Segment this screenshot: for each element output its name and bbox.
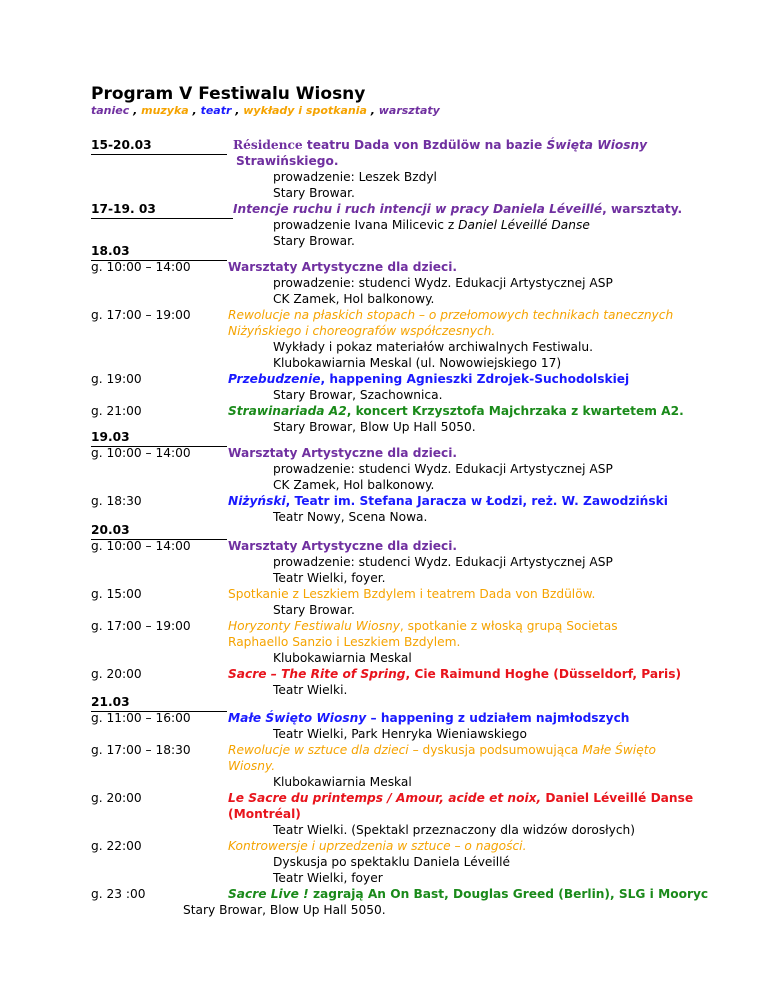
- legend-sep: ,: [129, 104, 142, 117]
- event-time: g. 20:00: [91, 791, 142, 805]
- event-time: g. 22:00: [91, 839, 142, 853]
- event-detail: Teatr Wielki. (Spektakl przeznaczony dla widzów dorosłych): [273, 823, 636, 837]
- event-title-cont: Niżyńskiego i choreografów współczesnych.: [228, 324, 496, 338]
- event-title-part: The Rite of Spring: [281, 667, 406, 681]
- event-title: Warsztaty Artystyczne dla dzieci.: [228, 446, 458, 460]
- event-title-part: Sacre Live !: [228, 887, 309, 901]
- event-time: g. 11:00 – 16:00: [91, 711, 191, 725]
- event-title-part: Le Sacre du printemps / Amour, acide et noix,: [228, 791, 542, 805]
- event-detail: Teatr Wielki, foyer.: [273, 571, 386, 585]
- date-heading: 19.03: [91, 429, 227, 447]
- event-title: [228, 493, 668, 510]
- event-detail: prowadzenie: studenci Wydz. Edukacji Artystycznej ASP: [273, 462, 613, 476]
- event-detail: Stary Browar, Blow Up Hall 5050.: [183, 903, 386, 917]
- event-title-part: Małe Święto Wiosny: [228, 711, 367, 725]
- legend-sep: ,: [188, 104, 201, 117]
- event-title-part: – happening z udziałem najmłodszych: [366, 711, 630, 725]
- event-title: [233, 137, 647, 154]
- event-detail: Dyskusja po spektaklu Daniela Léveillé: [273, 855, 511, 869]
- event-time: g. 23 :00: [91, 887, 146, 901]
- date-heading: 18.03: [91, 243, 227, 261]
- event-title-part: , happening Agnieszki Zdrojek-Suchodolskiej: [320, 372, 630, 386]
- legend-teatr: teatr: [200, 104, 232, 117]
- date-heading: 15-20.03: [91, 137, 227, 155]
- event-detail: Stary Browar, Blow Up Hall 5050.: [273, 420, 476, 434]
- event-title-part: Przebudzenie: [228, 372, 321, 386]
- event-time: g. 17:00 – 19:00: [91, 308, 191, 322]
- event-time: g. 15:00: [91, 587, 142, 601]
- event-detail: Stary Browar, Szachownica.: [273, 388, 443, 402]
- event-title: Warsztaty Artystyczne dla dzieci.: [228, 260, 458, 274]
- date-heading: 21.03: [91, 694, 227, 712]
- event-title: Warsztaty Artystyczne dla dzieci.: [228, 539, 458, 553]
- event-title-part: , Teatr im. Stefana Jaracza w Łodzi, reż. W. Zawodziński: [285, 494, 668, 508]
- event-title: [228, 790, 693, 807]
- event-title: [228, 710, 629, 727]
- event-title: [228, 403, 684, 420]
- event-title-part: , koncert Krzysztofa Majchrzaka z kwartetem A2.: [346, 404, 684, 418]
- event-time: g. 10:00 – 14:00: [91, 260, 191, 274]
- event-detail: Klubokawiarnia Meskal: [273, 651, 412, 665]
- event-detail: prowadzenie: Leszek Bzdyl: [273, 170, 437, 184]
- event-time: g. 10:00 – 14:00: [91, 446, 191, 460]
- event-title: [228, 618, 618, 635]
- legend-sep: ,: [231, 104, 244, 117]
- event-title-cont: (Montréal): [228, 807, 301, 821]
- event-time: g. 18:30: [91, 494, 142, 508]
- event-time: g. 20:00: [91, 667, 142, 681]
- event-title-part: teatru Dada von Bzdülöw na bazie: [302, 138, 547, 152]
- date-heading: 20.03: [91, 522, 227, 540]
- event-title: [228, 371, 629, 388]
- event-title: [228, 666, 681, 683]
- event-title-part: Rewolucje w sztuce dla dzieci: [228, 743, 409, 757]
- event-detail: Teatr Wielki, foyer: [273, 871, 383, 885]
- event-title-cont: Raphaello Sanzio i Leszkiem Bzdylem.: [228, 635, 461, 649]
- event-detail: Teatr Nowy, Scena Nowa.: [273, 510, 428, 524]
- event-detail: Klubokawiarnia Meskal: [273, 775, 412, 789]
- event-title-part: Sacre –: [228, 667, 282, 681]
- event-detail: Teatr Wielki.: [273, 683, 348, 697]
- event-detail: [273, 217, 590, 234]
- event-title-cont: Strawińskiego.: [236, 154, 339, 168]
- event-detail: Klubokawiarnia Meskal (ul. Nowowiejskiego 17): [273, 356, 562, 370]
- event-detail-part: prowadzenie Ivana Milicevic z: [273, 218, 459, 232]
- event-title-part: zagrają An On Bast, Douglas Greed (Berlin), SLG i Mooryc: [308, 887, 709, 901]
- date-heading: 17-19. 03: [91, 201, 233, 219]
- legend-wyklady: wykłady i spotkania: [243, 104, 367, 117]
- event-time: g. 10:00 – 14:00: [91, 539, 191, 553]
- page-subtitle: [91, 104, 440, 117]
- event-title-part: , warsztaty.: [602, 202, 683, 216]
- event-detail: Teatr Wielki, Park Henryka Wieniawskiego: [273, 727, 527, 741]
- event-detail: CK Zamek, Hol balkonowy.: [273, 292, 435, 306]
- event-detail: Wykłady i pokaz materiałów archiwalnych Festiwalu.: [273, 340, 593, 354]
- event-title-part: – dyskusja podsumowująca: [408, 743, 583, 757]
- event-title-part: Daniel Léveillé Danse: [541, 791, 694, 805]
- event-detail: prowadzenie: studenci Wydz. Edukacji Artystycznej ASP: [273, 276, 613, 290]
- event-title-part: Strawinariada A2: [228, 404, 347, 418]
- event-title-part: , spotkanie z włoską grupą Societas: [399, 619, 618, 633]
- legend-warsztaty: warsztaty: [378, 104, 440, 117]
- event-title-part: Intencje ruchu i ruch intencji w pracy Daniela Léveillé: [233, 202, 603, 216]
- event-title: [228, 742, 656, 759]
- event-title-part: Niżyński: [228, 494, 286, 508]
- legend-muzyka: muzyka: [141, 104, 189, 117]
- event-title: Kontrowersje i uprzedzenia w sztuce – o nagości.: [228, 839, 527, 853]
- event-detail: Stary Browar.: [273, 234, 355, 248]
- event-time: g. 19:00: [91, 372, 142, 386]
- page-title: Program V Festiwalu Wiosny: [91, 84, 366, 104]
- event-title: [228, 886, 708, 903]
- event-detail: Stary Browar.: [273, 603, 355, 617]
- event-title-part: Résidence: [233, 138, 303, 152]
- event-title-part: Małe Święto: [582, 743, 656, 757]
- event-title-part: , Cie Raimund Hoghe (Düsseldorf, Paris): [405, 667, 682, 681]
- event-detail: prowadzenie: studenci Wydz. Edukacji Artystycznej ASP: [273, 555, 613, 569]
- event-title-part: Święta Wiosny: [546, 138, 648, 152]
- event-time: g. 17:00 – 19:00: [91, 619, 191, 633]
- event-title: Spotkanie z Leszkiem Bzdylem i teatrem Dada von Bzdülöw.: [228, 587, 596, 601]
- legend-taniec: taniec: [91, 104, 130, 117]
- event-detail: Stary Browar.: [273, 186, 355, 200]
- event-title-cont: Wiosny.: [228, 759, 276, 773]
- event-time: g. 17:00 – 18:30: [91, 743, 191, 757]
- event-time: g. 21:00: [91, 404, 142, 418]
- event-title: [233, 201, 682, 218]
- event-detail: CK Zamek, Hol balkonowy.: [273, 478, 435, 492]
- legend-sep: ,: [366, 104, 379, 117]
- event-detail-part: Daniel Léveillé Danse: [458, 218, 590, 232]
- event-title-part: Horyzonty Festiwalu Wiosny: [228, 619, 400, 633]
- event-title: Rewolucje na płaskich stopach – o przełomowych technikach tanecznych: [228, 308, 674, 322]
